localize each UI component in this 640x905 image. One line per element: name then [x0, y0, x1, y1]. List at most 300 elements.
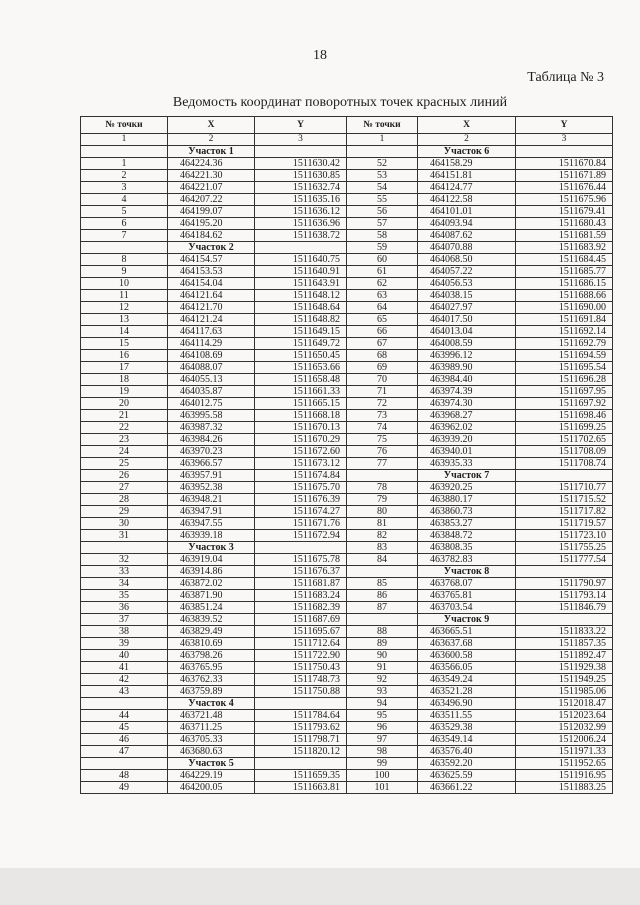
table-row	[81, 182, 613, 194]
header-y: Y	[516, 117, 613, 134]
point-number-cell: 25	[81, 458, 168, 470]
point-number-cell: 87	[347, 602, 418, 614]
point-number-cell: 82	[347, 530, 418, 542]
y-coordinate-cell: 1511702.65	[516, 434, 613, 446]
x-coordinate-cell: 464153.53	[168, 266, 255, 278]
point-number-cell: 15	[81, 338, 168, 350]
empty-cell	[81, 242, 168, 254]
y-coordinate-cell: 1511723.10	[516, 530, 613, 542]
x-coordinate-cell: 463957.91	[168, 470, 255, 482]
point-number-cell: 4	[81, 194, 168, 206]
y-coordinate-cell: 1511684.45	[516, 254, 613, 266]
point-number-cell: 24	[81, 446, 168, 458]
x-coordinate-cell: 464035.87	[168, 386, 255, 398]
y-coordinate-cell: 1511632.74	[255, 182, 347, 194]
section-title: Участок 2	[168, 242, 255, 254]
x-coordinate-cell: 463496.90	[418, 698, 516, 710]
point-number-cell: 59	[347, 242, 418, 254]
y-coordinate-cell: 1511636.12	[255, 206, 347, 218]
point-number-cell: 90	[347, 650, 418, 662]
point-number-cell: 72	[347, 398, 418, 410]
x-coordinate-cell: 464121.70	[168, 302, 255, 314]
empty-cell	[347, 566, 418, 578]
table-row	[81, 446, 613, 458]
y-coordinate-cell: 1511892.47	[516, 650, 613, 662]
x-coordinate-cell: 464070.88	[418, 242, 516, 254]
table-row	[81, 206, 613, 218]
point-number-cell: 71	[347, 386, 418, 398]
table-row	[81, 506, 613, 518]
point-number-cell: 47	[81, 746, 168, 758]
point-number-cell: 22	[81, 422, 168, 434]
y-coordinate-cell: 1511790.97	[516, 578, 613, 590]
table-row	[81, 518, 613, 530]
y-coordinate-cell: 1511668.18	[255, 410, 347, 422]
y-coordinate-cell: 1511685.77	[516, 266, 613, 278]
y-coordinate-cell: 1511640.75	[255, 254, 347, 266]
point-number-cell: 97	[347, 734, 418, 746]
x-coordinate-cell: 463966.57	[168, 458, 255, 470]
y-coordinate-cell: 1511671.76	[255, 518, 347, 530]
point-number-cell: 80	[347, 506, 418, 518]
y-coordinate-cell: 1511683.92	[516, 242, 613, 254]
y-coordinate-cell: 1511670.29	[255, 434, 347, 446]
point-number-cell: 2	[81, 170, 168, 182]
x-coordinate-cell: 464221.07	[168, 182, 255, 194]
x-coordinate-cell: 464122.58	[418, 194, 516, 206]
x-coordinate-cell: 463637.68	[418, 638, 516, 650]
x-coordinate-cell: 463962.02	[418, 422, 516, 434]
x-coordinate-cell: 463871.90	[168, 590, 255, 602]
y-coordinate-cell: 1511675.70	[255, 482, 347, 494]
table-row	[81, 758, 613, 770]
empty-cell	[516, 470, 613, 482]
point-number-cell: 55	[347, 194, 418, 206]
x-coordinate-cell: 463851.24	[168, 602, 255, 614]
empty-cell	[81, 542, 168, 554]
x-coordinate-cell: 464154.57	[168, 254, 255, 266]
x-coordinate-cell: 464088.07	[168, 362, 255, 374]
x-coordinate-cell: 463914.86	[168, 566, 255, 578]
empty-cell	[516, 614, 613, 626]
y-coordinate-cell: 1511750.43	[255, 662, 347, 674]
x-coordinate-cell: 463880.17	[418, 494, 516, 506]
y-coordinate-cell: 1511676.39	[255, 494, 347, 506]
table-row	[81, 638, 613, 650]
y-coordinate-cell: 1511692.79	[516, 338, 613, 350]
y-coordinate-cell: 1511697.92	[516, 398, 613, 410]
point-number-cell: 64	[347, 302, 418, 314]
x-coordinate-cell: 464151.81	[418, 170, 516, 182]
x-coordinate-cell: 463920.25	[418, 482, 516, 494]
point-number-cell: 19	[81, 386, 168, 398]
x-coordinate-cell: 463768.07	[418, 578, 516, 590]
x-coordinate-cell: 463549.14	[418, 734, 516, 746]
point-number-cell: 13	[81, 314, 168, 326]
column-index: 2	[418, 134, 516, 146]
section-title: Участок 4	[168, 698, 255, 710]
x-coordinate-cell: 463703.54	[418, 602, 516, 614]
y-coordinate-cell: 1511784.64	[255, 710, 347, 722]
x-coordinate-cell: 463576.40	[418, 746, 516, 758]
table-row	[81, 362, 613, 374]
x-coordinate-cell: 463860.73	[418, 506, 516, 518]
y-coordinate-cell: 1511952.65	[516, 758, 613, 770]
y-coordinate-cell: 1511643.91	[255, 278, 347, 290]
empty-cell	[347, 146, 418, 158]
point-number-cell: 6	[81, 218, 168, 230]
point-number-cell: 45	[81, 722, 168, 734]
x-coordinate-cell: 463987.32	[168, 422, 255, 434]
point-number-cell: 49	[81, 782, 168, 794]
point-number-cell: 16	[81, 350, 168, 362]
y-coordinate-cell: 1511695.54	[516, 362, 613, 374]
x-coordinate-cell: 463549.24	[418, 674, 516, 686]
x-coordinate-cell: 464038.15	[418, 290, 516, 302]
table-row	[81, 302, 613, 314]
header-y: Y	[255, 117, 347, 134]
x-coordinate-cell: 463989.90	[418, 362, 516, 374]
x-coordinate-cell: 464195.20	[168, 218, 255, 230]
section-title: Участок 1	[168, 146, 255, 158]
x-coordinate-cell: 463808.35	[418, 542, 516, 554]
table-row	[81, 530, 613, 542]
empty-cell	[347, 470, 418, 482]
table-row	[81, 470, 613, 482]
table-row	[81, 350, 613, 362]
x-coordinate-cell: 464056.53	[418, 278, 516, 290]
point-number-cell: 99	[347, 758, 418, 770]
point-number-cell: 29	[81, 506, 168, 518]
x-coordinate-cell: 464114.29	[168, 338, 255, 350]
x-coordinate-cell: 463829.49	[168, 626, 255, 638]
table-row	[81, 734, 613, 746]
empty-cell	[516, 146, 613, 158]
point-number-cell: 57	[347, 218, 418, 230]
x-coordinate-cell: 463919.04	[168, 554, 255, 566]
table-row	[81, 698, 613, 710]
table-row	[81, 386, 613, 398]
x-coordinate-cell: 464200.05	[168, 782, 255, 794]
x-coordinate-cell: 463721.48	[168, 710, 255, 722]
point-number-cell: 3	[81, 182, 168, 194]
y-coordinate-cell: 1511929.38	[516, 662, 613, 674]
y-coordinate-cell: 1512023.64	[516, 710, 613, 722]
x-coordinate-cell: 463529.38	[418, 722, 516, 734]
table-row	[81, 746, 613, 758]
y-coordinate-cell: 1511750.88	[255, 686, 347, 698]
section-title: Участок 8	[418, 566, 516, 578]
point-number-cell: 46	[81, 734, 168, 746]
y-coordinate-cell: 1511697.95	[516, 386, 613, 398]
point-number-cell: 36	[81, 602, 168, 614]
y-coordinate-cell: 1511712.64	[255, 638, 347, 650]
y-coordinate-cell: 1511691.84	[516, 314, 613, 326]
y-coordinate-cell: 1511883.25	[516, 782, 613, 794]
x-coordinate-cell: 463853.27	[418, 518, 516, 530]
x-coordinate-cell: 463765.81	[418, 590, 516, 602]
empty-cell	[255, 698, 347, 710]
y-coordinate-cell: 1511659.35	[255, 770, 347, 782]
point-number-cell: 91	[347, 662, 418, 674]
point-number-cell: 53	[347, 170, 418, 182]
point-number-cell: 86	[347, 590, 418, 602]
x-coordinate-cell: 464154.04	[168, 278, 255, 290]
y-coordinate-cell: 1511755.25	[516, 542, 613, 554]
coordinates-table-body	[81, 146, 613, 794]
y-coordinate-cell: 1511971.33	[516, 746, 613, 758]
point-number-cell: 62	[347, 278, 418, 290]
point-number-cell: 75	[347, 434, 418, 446]
section-title: Участок 7	[418, 470, 516, 482]
point-number-cell: 8	[81, 254, 168, 266]
point-number-cell: 92	[347, 674, 418, 686]
point-number-cell: 77	[347, 458, 418, 470]
point-number-cell: 11	[81, 290, 168, 302]
x-coordinate-cell: 464229.19	[168, 770, 255, 782]
point-number-cell: 10	[81, 278, 168, 290]
point-number-cell: 54	[347, 182, 418, 194]
point-number-cell: 18	[81, 374, 168, 386]
y-coordinate-cell: 1511674.27	[255, 506, 347, 518]
x-coordinate-cell: 464207.22	[168, 194, 255, 206]
x-coordinate-cell: 464013.04	[418, 326, 516, 338]
point-number-cell: 21	[81, 410, 168, 422]
point-number-cell: 5	[81, 206, 168, 218]
y-coordinate-cell: 1511681.59	[516, 230, 613, 242]
y-coordinate-cell: 1511676.44	[516, 182, 613, 194]
point-number-cell: 96	[347, 722, 418, 734]
y-coordinate-cell: 1511717.82	[516, 506, 613, 518]
point-number-cell: 7	[81, 230, 168, 242]
point-number-cell: 93	[347, 686, 418, 698]
empty-cell	[255, 758, 347, 770]
table-row	[81, 146, 613, 158]
y-coordinate-cell: 1511682.39	[255, 602, 347, 614]
y-coordinate-cell: 1511699.25	[516, 422, 613, 434]
table-row	[81, 566, 613, 578]
y-coordinate-cell: 1511710.77	[516, 482, 613, 494]
point-number-cell: 41	[81, 662, 168, 674]
y-coordinate-cell: 1511648.64	[255, 302, 347, 314]
y-coordinate-cell: 1512006.24	[516, 734, 613, 746]
y-coordinate-cell: 1511630.85	[255, 170, 347, 182]
point-number-cell: 17	[81, 362, 168, 374]
y-coordinate-cell: 1511949.25	[516, 674, 613, 686]
y-coordinate-cell: 1511679.41	[516, 206, 613, 218]
point-number-cell: 27	[81, 482, 168, 494]
y-coordinate-cell: 1511793.62	[255, 722, 347, 734]
table-row	[81, 602, 613, 614]
y-coordinate-cell: 1511687.69	[255, 614, 347, 626]
table-row	[81, 722, 613, 734]
table-row	[81, 422, 613, 434]
x-coordinate-cell: 464068.50	[418, 254, 516, 266]
x-coordinate-cell: 464087.62	[418, 230, 516, 242]
x-coordinate-cell: 464017.50	[418, 314, 516, 326]
table-row	[81, 278, 613, 290]
y-coordinate-cell: 1511681.87	[255, 578, 347, 590]
point-number-cell: 63	[347, 290, 418, 302]
point-number-cell: 31	[81, 530, 168, 542]
table-row	[81, 158, 613, 170]
y-coordinate-cell: 1511638.72	[255, 230, 347, 242]
x-coordinate-cell: 463798.26	[168, 650, 255, 662]
x-coordinate-cell: 464121.24	[168, 314, 255, 326]
x-coordinate-cell: 463947.55	[168, 518, 255, 530]
section-title: Участок 3	[168, 542, 255, 554]
y-coordinate-cell: 1512018.47	[516, 698, 613, 710]
point-number-cell: 81	[347, 518, 418, 530]
x-coordinate-cell: 463968.27	[418, 410, 516, 422]
table-row	[81, 326, 613, 338]
point-number-cell: 9	[81, 266, 168, 278]
y-coordinate-cell: 1511640.91	[255, 266, 347, 278]
x-coordinate-cell: 463940.01	[418, 446, 516, 458]
empty-cell	[81, 698, 168, 710]
point-number-cell: 85	[347, 578, 418, 590]
empty-cell	[255, 542, 347, 554]
table-row	[81, 782, 613, 794]
point-number-cell: 67	[347, 338, 418, 350]
column-index: 3	[255, 134, 347, 146]
x-coordinate-cell: 464124.77	[418, 182, 516, 194]
y-coordinate-cell: 1511820.12	[255, 746, 347, 758]
y-coordinate-cell: 1511708.74	[516, 458, 613, 470]
y-coordinate-cell: 1512032.99	[516, 722, 613, 734]
y-coordinate-cell: 1511798.71	[255, 734, 347, 746]
point-number-cell: 70	[347, 374, 418, 386]
x-coordinate-cell: 463974.30	[418, 398, 516, 410]
y-coordinate-cell: 1511661.33	[255, 386, 347, 398]
document-title: Ведомость координат поворотных точек красных линий	[172, 95, 508, 110]
y-coordinate-cell: 1511688.66	[516, 290, 613, 302]
x-coordinate-cell: 463984.40	[418, 374, 516, 386]
header-point-number: № точки	[81, 117, 168, 134]
table-row	[81, 410, 613, 422]
column-index: 1	[347, 134, 418, 146]
x-coordinate-cell: 463939.20	[418, 434, 516, 446]
page-number: 18	[313, 48, 327, 63]
point-number-cell: 94	[347, 698, 418, 710]
x-coordinate-cell: 463705.33	[168, 734, 255, 746]
y-coordinate-cell: 1511680.43	[516, 218, 613, 230]
y-coordinate-cell: 1511686.15	[516, 278, 613, 290]
section-title: Участок 6	[418, 146, 516, 158]
point-number-cell: 34	[81, 578, 168, 590]
point-number-cell: 32	[81, 554, 168, 566]
point-number-cell: 56	[347, 206, 418, 218]
point-number-cell: 95	[347, 710, 418, 722]
x-coordinate-cell: 463974.39	[418, 386, 516, 398]
x-coordinate-cell: 464199.07	[168, 206, 255, 218]
point-number-cell: 44	[81, 710, 168, 722]
point-number-cell: 84	[347, 554, 418, 566]
point-number-cell: 1	[81, 158, 168, 170]
table-row	[81, 710, 613, 722]
y-coordinate-cell: 1511846.79	[516, 602, 613, 614]
x-coordinate-cell: 463948.21	[168, 494, 255, 506]
y-coordinate-cell: 1511857.35	[516, 638, 613, 650]
table-row	[81, 398, 613, 410]
empty-cell	[81, 146, 168, 158]
point-number-cell: 65	[347, 314, 418, 326]
y-coordinate-cell: 1511665.15	[255, 398, 347, 410]
scan-bottom-edge	[0, 868, 640, 905]
x-coordinate-cell: 463996.12	[418, 350, 516, 362]
point-number-cell: 42	[81, 674, 168, 686]
point-number-cell: 101	[347, 782, 418, 794]
column-index: 2	[168, 134, 255, 146]
table-row	[81, 242, 613, 254]
y-coordinate-cell: 1511636.96	[255, 218, 347, 230]
y-coordinate-cell: 1511649.72	[255, 338, 347, 350]
point-number-cell: 83	[347, 542, 418, 554]
point-number-cell: 69	[347, 362, 418, 374]
empty-cell	[516, 566, 613, 578]
y-coordinate-cell: 1511985.06	[516, 686, 613, 698]
y-coordinate-cell: 1511653.66	[255, 362, 347, 374]
table-row	[81, 194, 613, 206]
section-title: Участок 9	[418, 614, 516, 626]
point-number-cell: 48	[81, 770, 168, 782]
y-coordinate-cell: 1511671.89	[516, 170, 613, 182]
point-number-cell: 98	[347, 746, 418, 758]
y-coordinate-cell: 1511676.37	[255, 566, 347, 578]
empty-cell	[347, 614, 418, 626]
empty-cell	[255, 146, 347, 158]
y-coordinate-cell: 1511675.96	[516, 194, 613, 206]
header-x: X	[418, 117, 516, 134]
x-coordinate-cell: 463592.20	[418, 758, 516, 770]
empty-cell	[81, 758, 168, 770]
column-index: 3	[516, 134, 613, 146]
x-coordinate-cell: 464101.01	[418, 206, 516, 218]
point-number-cell: 58	[347, 230, 418, 242]
x-coordinate-cell: 464055.13	[168, 374, 255, 386]
header-point-number: № точки	[347, 117, 418, 134]
coordinates-table	[80, 116, 613, 794]
point-number-cell: 23	[81, 434, 168, 446]
point-number-cell: 89	[347, 638, 418, 650]
x-coordinate-cell: 463839.52	[168, 614, 255, 626]
column-index: 1	[81, 134, 168, 146]
y-coordinate-cell: 1511690.00	[516, 302, 613, 314]
point-number-cell: 39	[81, 638, 168, 650]
x-coordinate-cell: 463782.83	[418, 554, 516, 566]
y-coordinate-cell: 1511650.45	[255, 350, 347, 362]
table-row	[81, 230, 613, 242]
table-row	[81, 494, 613, 506]
table-row	[81, 218, 613, 230]
y-coordinate-cell: 1511916.95	[516, 770, 613, 782]
x-coordinate-cell: 464184.62	[168, 230, 255, 242]
y-coordinate-cell: 1511715.52	[516, 494, 613, 506]
y-coordinate-cell: 1511722.90	[255, 650, 347, 662]
x-coordinate-cell: 463947.91	[168, 506, 255, 518]
y-coordinate-cell: 1511670.13	[255, 422, 347, 434]
y-coordinate-cell: 1511696.28	[516, 374, 613, 386]
x-coordinate-cell: 463810.69	[168, 638, 255, 650]
x-coordinate-cell: 463984.26	[168, 434, 255, 446]
x-coordinate-cell: 463511.55	[418, 710, 516, 722]
point-number-cell: 30	[81, 518, 168, 530]
point-number-cell: 35	[81, 590, 168, 602]
point-number-cell: 79	[347, 494, 418, 506]
y-coordinate-cell: 1511635.16	[255, 194, 347, 206]
point-number-cell: 73	[347, 410, 418, 422]
table-row	[81, 650, 613, 662]
